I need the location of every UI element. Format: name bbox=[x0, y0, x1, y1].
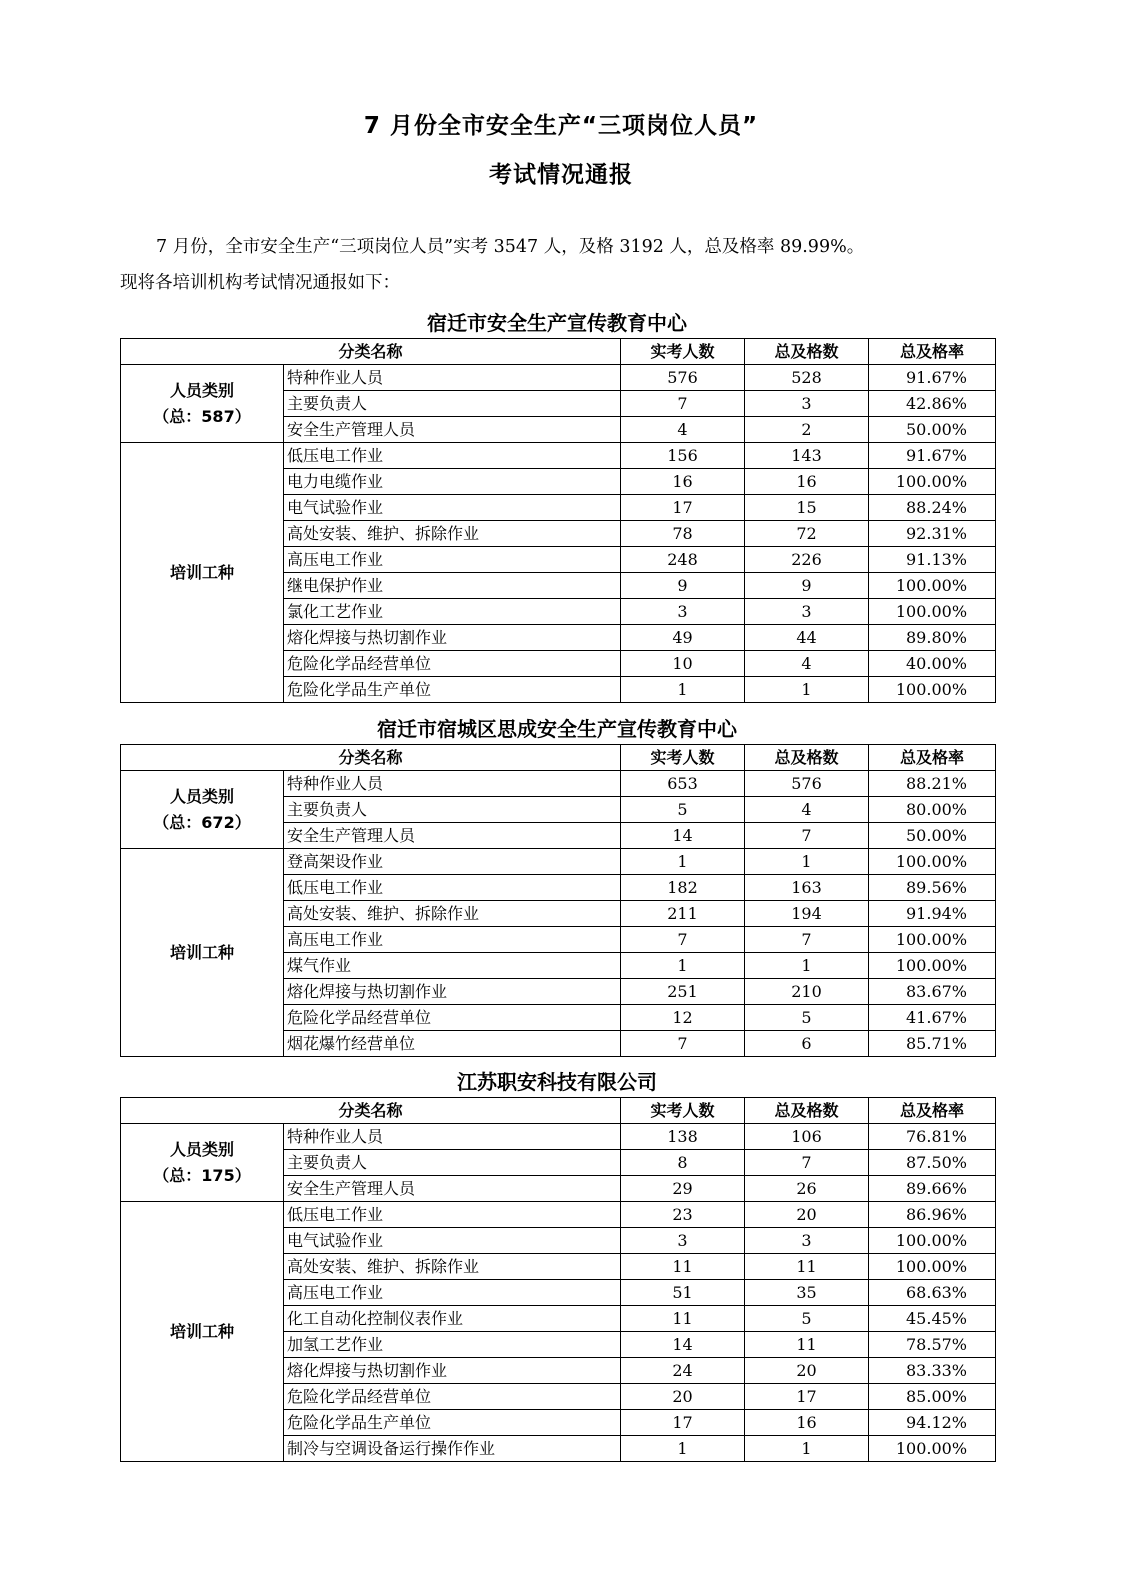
section-title: 宿迁市安全生产宣传教育中心 bbox=[427, 311, 687, 335]
exam-count: 3 bbox=[621, 599, 745, 625]
group-label bbox=[121, 1202, 284, 1462]
pass-rate: 92.31% bbox=[869, 521, 996, 547]
pass-rate: 100.00% bbox=[869, 927, 996, 953]
row-name: 危险化学品生产单位 bbox=[284, 677, 621, 703]
pass-rate: 45.45% bbox=[869, 1306, 996, 1332]
pass-rate: 94.12% bbox=[869, 1410, 996, 1436]
group-label bbox=[121, 771, 284, 849]
exam-count: 51 bbox=[621, 1280, 745, 1306]
pass-rate: 100.00% bbox=[869, 953, 996, 979]
row-name: 低压电工作业 bbox=[284, 1202, 621, 1228]
pass-rate: 50.00% bbox=[869, 417, 996, 443]
pass-count: 5 bbox=[745, 1306, 869, 1332]
exam-count: 11 bbox=[621, 1254, 745, 1280]
pass-count: 15 bbox=[745, 495, 869, 521]
exam-count: 1 bbox=[621, 1436, 745, 1462]
exam-count: 10 bbox=[621, 651, 745, 677]
institution-table bbox=[120, 744, 996, 1057]
pass-rate: 85.71% bbox=[869, 1031, 996, 1057]
table-row bbox=[121, 1124, 996, 1150]
pass-rate: 91.13% bbox=[869, 547, 996, 573]
group-total: （总：672） bbox=[153, 812, 251, 832]
row-name: 安全生产管理人员 bbox=[284, 417, 621, 443]
exam-count: 49 bbox=[621, 625, 745, 651]
exam-count: 24 bbox=[621, 1358, 745, 1384]
table-header-row bbox=[121, 1098, 996, 1124]
pass-rate: 50.00% bbox=[869, 823, 996, 849]
row-name: 主要负责人 bbox=[284, 1150, 621, 1176]
pass-count: 20 bbox=[745, 1358, 869, 1384]
pass-count: 4 bbox=[745, 797, 869, 823]
row-name: 特种作业人员 bbox=[284, 365, 621, 391]
row-name: 特种作业人员 bbox=[284, 771, 621, 797]
exam-count: 7 bbox=[621, 927, 745, 953]
pass-rate: 83.67% bbox=[869, 979, 996, 1005]
pass-rate: 91.67% bbox=[869, 365, 996, 391]
pass-count: 16 bbox=[745, 469, 869, 495]
document-subtitle: 考试情况通报 bbox=[489, 162, 633, 188]
exam-count: 29 bbox=[621, 1176, 745, 1202]
row-name: 危险化学品生产单位 bbox=[284, 1410, 621, 1436]
section-title: 宿迁市宿城区思成安全生产宣传教育中心 bbox=[377, 717, 737, 741]
pass-count: 576 bbox=[745, 771, 869, 797]
pass-rate: 100.00% bbox=[869, 1254, 996, 1280]
exam-count: 7 bbox=[621, 391, 745, 417]
exam-count: 16 bbox=[621, 469, 745, 495]
row-name: 高处安装、维护、拆除作业 bbox=[284, 901, 621, 927]
table-row bbox=[121, 365, 996, 391]
row-name: 化工自动化控制仪表作业 bbox=[284, 1306, 621, 1332]
pass-count: 11 bbox=[745, 1332, 869, 1358]
pass-rate: 40.00% bbox=[869, 651, 996, 677]
pass-rate: 42.86% bbox=[869, 391, 996, 417]
row-name: 电气试验作业 bbox=[284, 495, 621, 521]
exam-count: 20 bbox=[621, 1384, 745, 1410]
exam-count: 12 bbox=[621, 1005, 745, 1031]
group-name: 培训工种 bbox=[169, 562, 234, 582]
exam-count: 9 bbox=[621, 573, 745, 599]
exam-count: 251 bbox=[621, 979, 745, 1005]
pass-rate: 91.94% bbox=[869, 901, 996, 927]
header-pass-rate: 总及格率 bbox=[869, 1098, 996, 1124]
table-header-row bbox=[121, 339, 996, 365]
group-name: 培训工种 bbox=[169, 942, 234, 962]
pass-count: 35 bbox=[745, 1280, 869, 1306]
row-name: 氯化工艺作业 bbox=[284, 599, 621, 625]
row-name: 主要负责人 bbox=[284, 797, 621, 823]
row-name: 高压电工作业 bbox=[284, 547, 621, 573]
pass-count: 143 bbox=[745, 443, 869, 469]
pass-count: 4 bbox=[745, 651, 869, 677]
pass-rate: 87.50% bbox=[869, 1150, 996, 1176]
row-name: 制冷与空调设备运行操作作业 bbox=[284, 1436, 621, 1462]
exam-count: 8 bbox=[621, 1150, 745, 1176]
pass-count: 17 bbox=[745, 1384, 869, 1410]
pass-count: 1 bbox=[745, 849, 869, 875]
pass-rate: 88.24% bbox=[869, 495, 996, 521]
row-name: 危险化学品经营单位 bbox=[284, 1005, 621, 1031]
pass-rate: 100.00% bbox=[869, 599, 996, 625]
group-label bbox=[121, 443, 284, 703]
section-title: 江苏职安科技有限公司 bbox=[457, 1070, 657, 1094]
row-name: 熔化焊接与热切割作业 bbox=[284, 625, 621, 651]
table-row bbox=[121, 443, 996, 469]
pass-count: 528 bbox=[745, 365, 869, 391]
row-name: 电气试验作业 bbox=[284, 1228, 621, 1254]
pass-rate: 83.33% bbox=[869, 1358, 996, 1384]
header-category: 分类名称 bbox=[121, 745, 621, 771]
pass-count: 20 bbox=[745, 1202, 869, 1228]
intro-paragraph: 7 月份，全市安全生产“三项岗位人员”实考 3547 人，及格 3192 人，总及格率 89.99%。 bbox=[156, 237, 865, 257]
pass-rate: 100.00% bbox=[869, 1436, 996, 1462]
exam-count: 17 bbox=[621, 1410, 745, 1436]
header-category: 分类名称 bbox=[121, 1098, 621, 1124]
row-name: 熔化焊接与热切割作业 bbox=[284, 979, 621, 1005]
row-name: 主要负责人 bbox=[284, 391, 621, 417]
pass-count: 11 bbox=[745, 1254, 869, 1280]
table-row bbox=[121, 849, 996, 875]
pass-rate: 86.96% bbox=[869, 1202, 996, 1228]
pass-rate: 100.00% bbox=[869, 677, 996, 703]
pass-count: 226 bbox=[745, 547, 869, 573]
exam-count: 78 bbox=[621, 521, 745, 547]
pass-count: 7 bbox=[745, 1150, 869, 1176]
row-name: 加氢工艺作业 bbox=[284, 1332, 621, 1358]
table-header-row bbox=[121, 745, 996, 771]
pass-count: 7 bbox=[745, 823, 869, 849]
header-pass-count: 总及格数 bbox=[745, 1098, 869, 1124]
institution-table bbox=[120, 1097, 996, 1462]
pass-rate: 78.57% bbox=[869, 1332, 996, 1358]
document-title: 7 月份全市安全生产“三项岗位人员” bbox=[363, 113, 759, 139]
row-name: 安全生产管理人员 bbox=[284, 823, 621, 849]
pass-count: 1 bbox=[745, 953, 869, 979]
pass-count: 210 bbox=[745, 979, 869, 1005]
pass-rate: 88.21% bbox=[869, 771, 996, 797]
table-row bbox=[121, 1202, 996, 1228]
row-name: 特种作业人员 bbox=[284, 1124, 621, 1150]
pass-rate: 89.80% bbox=[869, 625, 996, 651]
exam-count: 1 bbox=[621, 953, 745, 979]
row-name: 登高架设作业 bbox=[284, 849, 621, 875]
group-name: 人员类别 bbox=[169, 380, 234, 400]
exam-count: 1 bbox=[621, 677, 745, 703]
institution-table bbox=[120, 338, 996, 703]
row-name: 煤气作业 bbox=[284, 953, 621, 979]
pass-count: 16 bbox=[745, 1410, 869, 1436]
table-row bbox=[121, 771, 996, 797]
exam-count: 3 bbox=[621, 1228, 745, 1254]
exam-count: 576 bbox=[621, 365, 745, 391]
row-name: 高压电工作业 bbox=[284, 927, 621, 953]
exam-count: 14 bbox=[621, 1332, 745, 1358]
exam-count: 5 bbox=[621, 797, 745, 823]
pass-rate: 89.66% bbox=[869, 1176, 996, 1202]
pass-rate: 100.00% bbox=[869, 849, 996, 875]
row-name: 高压电工作业 bbox=[284, 1280, 621, 1306]
pass-rate: 89.56% bbox=[869, 875, 996, 901]
pass-count: 7 bbox=[745, 927, 869, 953]
pass-rate: 80.00% bbox=[869, 797, 996, 823]
row-name: 高处安装、维护、拆除作业 bbox=[284, 521, 621, 547]
exam-count: 23 bbox=[621, 1202, 745, 1228]
pass-count: 5 bbox=[745, 1005, 869, 1031]
group-label bbox=[121, 849, 284, 1057]
exam-count: 211 bbox=[621, 901, 745, 927]
pass-count: 26 bbox=[745, 1176, 869, 1202]
pass-count: 6 bbox=[745, 1031, 869, 1057]
pass-count: 163 bbox=[745, 875, 869, 901]
header-exam-count: 实考人数 bbox=[621, 745, 745, 771]
group-label bbox=[121, 365, 284, 443]
pass-count: 9 bbox=[745, 573, 869, 599]
header-pass-rate: 总及格率 bbox=[869, 339, 996, 365]
pass-rate: 85.00% bbox=[869, 1384, 996, 1410]
exam-count: 4 bbox=[621, 417, 745, 443]
exam-count: 14 bbox=[621, 823, 745, 849]
pass-count: 2 bbox=[745, 417, 869, 443]
intro-paragraph-continuation: 现将各培训机构考试情况通报如下： bbox=[120, 273, 400, 293]
exam-count: 17 bbox=[621, 495, 745, 521]
header-pass-rate: 总及格率 bbox=[869, 745, 996, 771]
pass-rate: 100.00% bbox=[869, 573, 996, 599]
pass-rate: 100.00% bbox=[869, 469, 996, 495]
pass-count: 1 bbox=[745, 677, 869, 703]
header-category: 分类名称 bbox=[121, 339, 621, 365]
exam-count: 1 bbox=[621, 849, 745, 875]
exam-count: 11 bbox=[621, 1306, 745, 1332]
row-name: 电力电缆作业 bbox=[284, 469, 621, 495]
row-name: 安全生产管理人员 bbox=[284, 1176, 621, 1202]
group-label bbox=[121, 1124, 284, 1202]
row-name: 危险化学品经营单位 bbox=[284, 651, 621, 677]
pass-count: 44 bbox=[745, 625, 869, 651]
header-exam-count: 实考人数 bbox=[621, 1098, 745, 1124]
pass-count: 1 bbox=[745, 1436, 869, 1462]
pass-count: 194 bbox=[745, 901, 869, 927]
exam-count: 248 bbox=[621, 547, 745, 573]
header-exam-count: 实考人数 bbox=[621, 339, 745, 365]
pass-rate: 41.67% bbox=[869, 1005, 996, 1031]
header-pass-count: 总及格数 bbox=[745, 745, 869, 771]
group-total: （总：587） bbox=[153, 406, 251, 426]
row-name: 继电保护作业 bbox=[284, 573, 621, 599]
pass-count: 3 bbox=[745, 599, 869, 625]
row-name: 烟花爆竹经营单位 bbox=[284, 1031, 621, 1057]
pass-rate: 100.00% bbox=[869, 1228, 996, 1254]
pass-rate: 91.67% bbox=[869, 443, 996, 469]
row-name: 低压电工作业 bbox=[284, 875, 621, 901]
exam-count: 138 bbox=[621, 1124, 745, 1150]
group-total: （总：175） bbox=[153, 1165, 251, 1185]
row-name: 熔化焊接与热切割作业 bbox=[284, 1358, 621, 1384]
exam-count: 7 bbox=[621, 1031, 745, 1057]
row-name: 危险化学品经营单位 bbox=[284, 1384, 621, 1410]
exam-count: 182 bbox=[621, 875, 745, 901]
exam-count: 156 bbox=[621, 443, 745, 469]
pass-count: 106 bbox=[745, 1124, 869, 1150]
group-name: 培训工种 bbox=[169, 1321, 234, 1341]
header-pass-count: 总及格数 bbox=[745, 339, 869, 365]
row-name: 高处安装、维护、拆除作业 bbox=[284, 1254, 621, 1280]
pass-rate: 68.63% bbox=[869, 1280, 996, 1306]
pass-count: 3 bbox=[745, 1228, 869, 1254]
pass-count: 3 bbox=[745, 391, 869, 417]
row-name: 低压电工作业 bbox=[284, 443, 621, 469]
group-name: 人员类别 bbox=[169, 786, 234, 806]
exam-count: 653 bbox=[621, 771, 745, 797]
pass-count: 72 bbox=[745, 521, 869, 547]
group-name: 人员类别 bbox=[169, 1139, 234, 1159]
pass-rate: 76.81% bbox=[869, 1124, 996, 1150]
